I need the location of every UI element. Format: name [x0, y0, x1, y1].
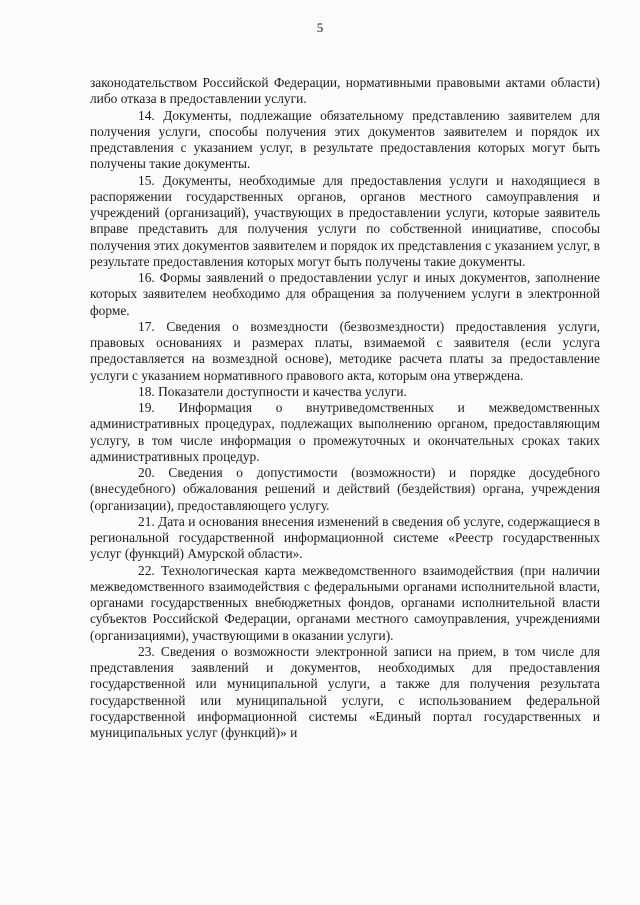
paragraph-19: 19. Информация о внутриведомственных и межведомственных административных процедурах, подлежащих выполнению органом, предоставляющим услугу, в том числе информация о промежуточных и окончательных сроках таких административных процедур.: [90, 400, 600, 464]
paragraph-15: 15. Документы, необходимые для предоставления услуги и находящиеся в распоряжении государственных органов, органов местного самоуправления и учреждений (организаций), участвующих в предоставлении услуги, которые заявитель вправе представить для получения услуги по собственной инициативе, способы получения этих документов заявителем и порядок их представления с указанием услуг, в результате предоставления которых могут быть получены такие документы.: [90, 172, 600, 269]
page-number: 5: [316, 20, 324, 35]
paragraph-22: 22. Технологическая карта межведомственного взаимодействия (при наличии межведомственного взаимодействия с федеральными органами исполнительной власти, органами государственных внебюджетных фондов, органами исполнительной власти субъектов Российской Федерации, органами местного самоуправления, учреждениями (организациями), участвующими в оказании услуги).: [90, 562, 600, 643]
paragraph-23: 23. Сведения о возможности электронной записи на прием, в том числе для представления заявлений и документов, необходимых для предоставления государственной или муниципальной услуги, а также для получения результата государственной или муниципальной услуги, с использованием федеральной государственной информационной системы «Единый портал государственных и муниципальных услуг (функций)» и: [90, 643, 600, 740]
paragraph-14: 14. Документы, подлежащие обязательному представлению заявителем для получения услуги, способы получения этих документов заявителем и порядок их представления с указанием услуг, в результате предоставления которых могут быть получены такие документы.: [90, 107, 600, 172]
paragraph-16: 16. Формы заявлений о предоставлении услуг и иных документов, заполнение которых заявителем необходимо для обращения за получением услуги в электронной форме.: [90, 270, 600, 318]
paragraph-17: 17. Сведения о возмездности (безвозмездности) предоставления услуги, правовых основаниях и размерах платы, взимаемой с заявителя (если услуга предоставляется на возмездной основе), методике расчета платы за предоставление услуги с указанием нормативного правового акта, которым она утверждена.: [90, 318, 600, 383]
paragraph-21: 21. Дата и основания внесения изменений в сведения об услуге, содержащиеся в региональной государственной информационной системе «Реестр государственных услуг (функций) Амурской области».: [90, 513, 600, 562]
paragraph-continuation: законодательством Российской Федерации, нормативными правовыми актами области) либо отказа в предоставлении услуги.: [90, 75, 600, 107]
paragraph-18: 18. Показатели доступности и качества услуги.: [138, 383, 407, 399]
paragraph-20: 20. Сведения о допустимости (возможности) и порядке досудебного (внесудебного) обжалования решений и действий (бездействия) органа, учреждения (организации), предоставляющего услугу.: [90, 465, 600, 513]
document-body: [90, 75, 600, 741]
